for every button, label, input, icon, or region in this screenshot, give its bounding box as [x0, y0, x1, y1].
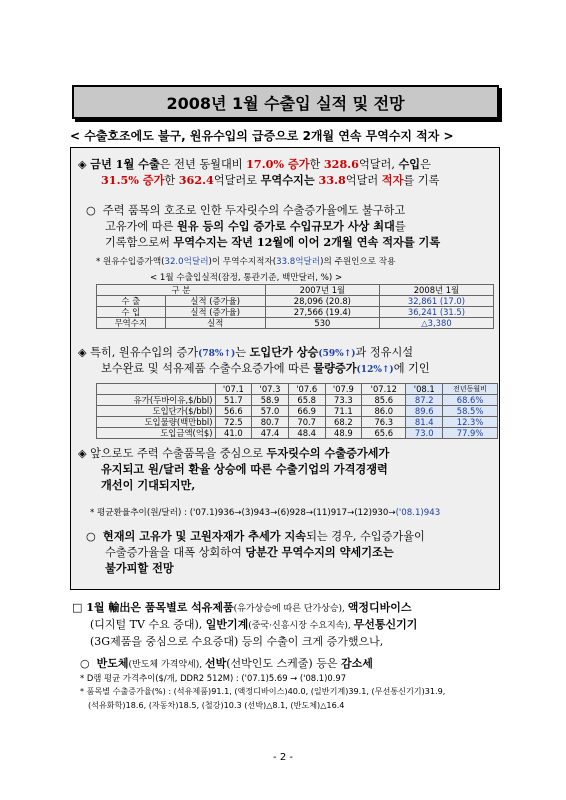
page-title: 2008년 1월 수출입 실적 및 전망	[72, 85, 499, 119]
circle-bullet-icon: ○	[86, 204, 96, 217]
paragraph-2-line2: 고유가에 따른 원유 등의 수입 증가로 수입규모가 사상 최대를	[105, 219, 406, 233]
table-row: 도입단가($/bbl) 56.6 57.0 66.9 71.1 86.0 89.6 58.5%	[97, 406, 498, 417]
circle-bullet-icon: ○	[80, 657, 90, 670]
note-exchange-rate: * 평균환율추이(원/달러) : ('07.1)936→(3)943→(6)928→(11)917→(12)930→('08.1)943	[90, 508, 441, 518]
table-1-caption: < 1월 수출입실적(잠정, 통관기준, 백만달러, %) >	[150, 273, 343, 283]
table-row: 수 입 실적 (증가율) 27,566 (19.4) 36,241 (31.5)	[97, 307, 494, 318]
table-row: 무역수지 실적 530 △3,380	[97, 318, 494, 329]
table-row: 수 출 실적 (증가율) 28,096 (20.8) 32,861 (17.0)	[97, 296, 494, 307]
bottom-line-4: ○ 반도체(반도체 가격약세), 선박(선박인도 스케줄) 등은 감소세	[80, 657, 373, 670]
note-dram-price: * D램 평균 가격추이($/개, DDR2 512M) : ('07.1)5.69 → ('08.1)0.97	[80, 673, 347, 683]
table-header-row: '07.1 '07.3 '07.6 '07.9 '07.12 '08.1 전년동월비	[97, 384, 498, 395]
paragraph-1-line2: 31.5% 증가한 362.4억달러로 무역수지는 33.8억달러 적자를 기록	[101, 173, 440, 187]
diamond-bullet-icon: ◈	[78, 346, 87, 359]
table-row: 유가(두바이유,$/bbl) 51.7 58.9 65.8 73.3 85.6 87.2 68.6%	[97, 395, 498, 406]
paragraph-4-line3: 개선이 기대되지만,	[101, 478, 196, 492]
diamond-bullet-icon: ◈	[78, 447, 87, 460]
paragraph-3: ◈ 특히, 원유수입의 증가(78%↑)는 도입단가 상승(59%↑)과 정유시설	[78, 345, 414, 359]
table-row: 도입금액(억$) 41.0 47.4 48.4 48.9 65.6 73.0 77.9%	[97, 428, 498, 439]
paragraph-5-line2: 수출증가율을 대폭 상회하여 당분간 무역수지의 약세기조는	[105, 545, 394, 559]
table-header-row: 구 분 2007년 1월 2008년 1월	[97, 285, 494, 296]
paragraph-5: ○ 현재의 고유가 및 고원자재가 추세가 지속되는 경우, 수입증가율이	[86, 529, 425, 543]
trade-table	[96, 284, 494, 329]
paragraph-3-line2: 보수완료 및 석유제품 수출수요증가에 따른 물량증가(12%↑)에 기인	[101, 361, 430, 375]
subtitle: < 수출호조에도 불구, 원유수입의 급증으로 2개월 연속 무역수지 적자 >	[70, 129, 454, 143]
note-oil-import: * 원유수입증가액(32.0억달러)이 무역수지적자(33.8억달러)의 주원인으로 작용	[96, 257, 396, 267]
paragraph-2: ○ 주력 품목의 호조로 인한 두자릿수의 수출증가율에도 불구하고	[86, 204, 406, 217]
circle-bullet-icon: ○	[86, 530, 96, 543]
paragraph-4: ◈ 앞으로도 주력 수출품목을 중심으로 두자릿수의 수출증가세가	[78, 446, 390, 460]
oil-table	[96, 383, 498, 439]
bottom-line-2: (디지털 TV 수요 증대), 일반기계(중국·신흥시장 수요지속), 무선통신기기	[90, 618, 418, 631]
paragraph-5-line3: 불가피할 전망	[105, 561, 174, 575]
page-number: - 2 -	[273, 752, 293, 763]
paragraph-2-line3: 기록함으로써 무역수지는 작년 12월에 이어 2개월 연속 적자를 기록	[105, 235, 441, 249]
bottom-line-1: □ 1월 輸出은 품목별로 석유제품(유가상승에 따른 단가상승), 액정디바이스	[72, 601, 412, 614]
table-row: 도입물량(백만bbl) 72.5 80.7 70.7 68.2 76.3 81.4 12.3%	[97, 417, 498, 428]
bottom-line-3: (3G제품을 중심으로 수요증대) 등의 수출이 크게 증가했으나,	[90, 635, 384, 648]
note-export-growth-line2: (석유화학)18.6, (자동차)18.5, (철강)10.3 (선박)△8.1, (반도체)△16.4	[88, 700, 345, 710]
square-bullet-icon: □	[72, 601, 83, 614]
diamond-bullet-icon: ◈	[78, 158, 87, 171]
paragraph-1: ◈ 금년 1월 수출은 전년 동월대비 17.0% 증가한 328.6억달러, 수입은	[78, 157, 431, 171]
paragraph-4-line2: 유지되고 원/달러 환율 상승에 따른 수출기업의 가격경쟁력	[101, 462, 388, 476]
note-export-growth: * 품목별 수출증가율(%) : (석유제품)91.1, (액정디바이스)40.0, (일반기계)39.1, (무선통신기기)31.9,	[80, 686, 446, 696]
